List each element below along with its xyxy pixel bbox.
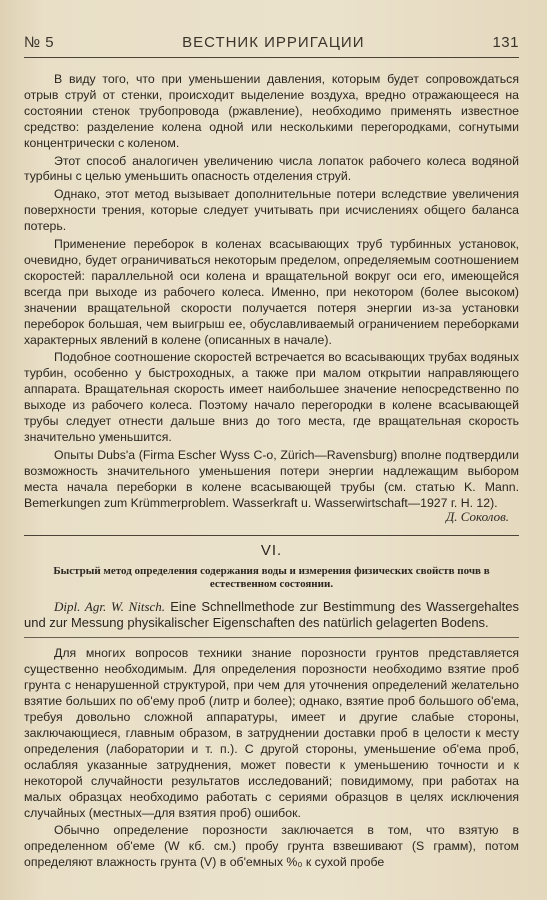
reference — [24, 599, 519, 631]
paragraph: Обычно определение порозности заключается в том, что взятую в определенном об'еме (W кб. см.) пробу грунта взвешивают (S грамм), потом определяют влажность грунта (V) в об'емных %₀ к сухой пробе — [24, 823, 519, 870]
author-signature: Д. Соколов. — [445, 509, 509, 525]
section-divider — [24, 535, 519, 536]
journal-title: ВЕСТНИК ИРРИГАЦИИ — [182, 34, 365, 51]
paragraph: Опыты Dubs'a (Firma Escher Wyss C-o, Zürich—Ravensburg) вполне подтвердили возможность значительного уменьшения потери энергии надлежащим выбором места начала переборки в колене всасывающей трубы (см. статью K. Mann. Bemerkungen zum Krümmerproblem. Wasserkraft u. Wasserwirtschaft—1927 г. H. 12). — [24, 447, 519, 510]
paragraph: Этот способ аналогичен увеличению числа лопаток рабочего колеса водяной турбины с целью уменьшить опасность отделения струй. — [24, 153, 519, 184]
paragraph: Подобное соотношение скоростей встречается во всасывающих трубах водяных турбин, особенно у быстроходных, а также при малом открытии направляющего аппарата. Вращательная скорость имеет наибольшее значение непосредственно по выходе из рабочего колеса. Поэтому начало перегородки в колене всасывающей трубы следует отнести дальше вниз до того места, где вращательная скорость значительно уменьшится. — [24, 350, 519, 444]
article-body-top — [24, 72, 519, 511]
issue-number: № 5 — [24, 34, 55, 51]
paragraph: В виду того, что при уменьшении давления, которым будет сопровождаться отрыв струй от стенки, происходит выделение воздуха, вредно отражающееся на состоянии стенок трубопровода (ржавление), необходимо применять известное средство: разделение колена одной или несколькими перегородками, согнутыми концентрически с коленом. — [24, 72, 519, 150]
section-number: VI. — [260, 542, 283, 560]
article-body-bottom — [24, 646, 519, 871]
section-heading: Быстрый метод определения содержания воды и измерения физических свойств почв в естественном состоянии. — [53, 565, 490, 591]
reference-rule — [24, 637, 519, 638]
reference-title: Eine Schnellmethode zur Bestimmung des Wassergehaltes und zur Messung physikalischer Eigenschaften des natürlich gelagerten Bodens. — [24, 599, 519, 631]
running-header — [24, 34, 519, 51]
paragraph: Для многих вопросов техники знание порозности грунтов представляется существенно необходимым. Для определения порозности необходимо взятие проб грунта с ненарушенной структурой, при чем для уточнения определений желательно взятие больших по об'ему проб (литр и более); однако, взятие проб большого об'ема, требуя довольно сложной аппаратуры, имеет и другие слабые стороны, заключающиеся, главным образом, в затруднении доставки проб в целости к месту определения (лаборатории и т. п.). С другой стороны, уменьшение об'ема проб, ослабляя указанные затруднения, может повести к уменьшению точности и к некоторой случайности результатов исследований; повидимому, при работах на малых образцах необходимо работать с сериями образцов в целях исключения случайных (местных—для взятия проб) ошибок. — [24, 646, 519, 820]
header-rule — [24, 57, 519, 58]
reference-author: Dipl. Agr. W. Nitsch. — [54, 599, 166, 615]
paragraph: Применение переборок в коленах всасывающих труб турбинных установок, очевидно, будет ограничиваться некоторым пределом, определяемым соотношением скоростей: параллельной оси колена и вращательной вокруг оси его, имеющейся всегда при выходе из рабочего колеса. Именно, при некотором (более высоком) значении вращательной скорости получается потеря энергии из-за установки переборок большая, чем выигрыш ее, обуславливаемый ограничением переборками характерных явлений в колене (описанных в начале). — [24, 237, 519, 347]
paragraph: Однако, этот метод вызывает дополнительные потери вследствие увеличения поверхности трения, которые следует учитывать при исчислениях общего баланса потерь. — [24, 187, 519, 234]
page-number: 131 — [492, 34, 519, 51]
